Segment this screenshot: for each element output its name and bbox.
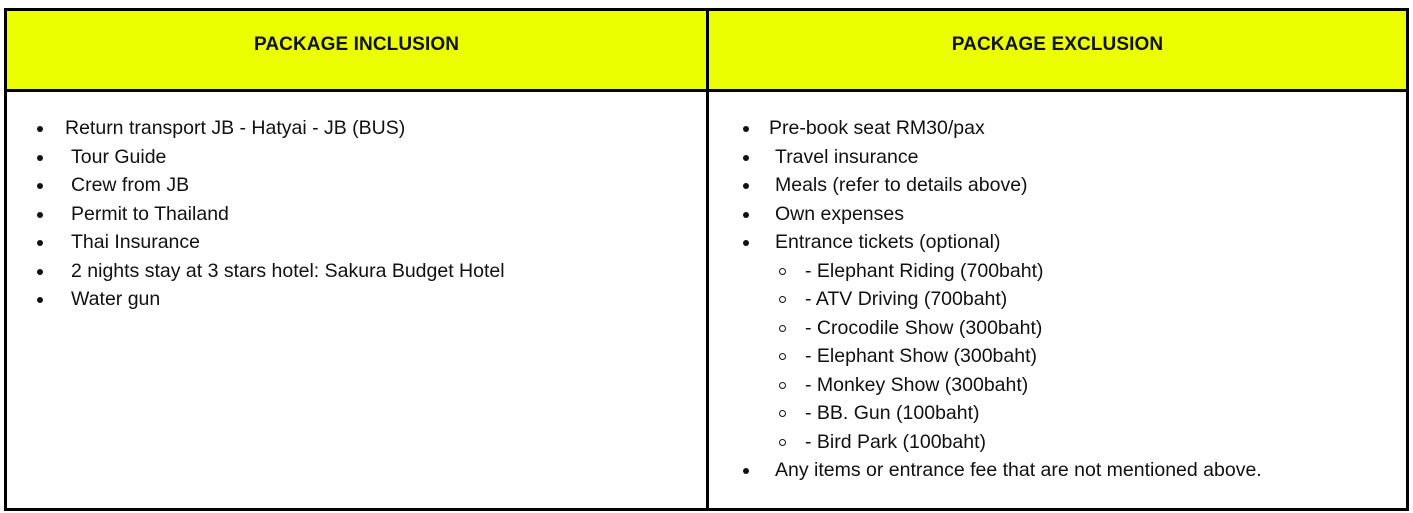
bullet-icon <box>743 183 749 189</box>
hollow-bullet-icon <box>779 382 786 389</box>
sub-list-item: - BB. Gun (100baht) <box>709 399 1406 428</box>
list-item: Crew from JB <box>7 171 706 200</box>
bullet-icon <box>37 126 43 132</box>
hollow-bullet-icon <box>779 410 786 417</box>
bullet-icon <box>37 183 43 189</box>
exclusion-body <box>709 92 1406 508</box>
list-item: Water gun <box>7 285 706 314</box>
bullet-icon <box>743 468 749 474</box>
sub-list-item: - Monkey Show (300baht) <box>709 371 1406 400</box>
list-item: Thai Insurance <box>7 228 706 257</box>
bullet-icon <box>743 212 749 218</box>
list-item: Own expenses <box>709 200 1406 229</box>
exclusion-header <box>709 11 1406 92</box>
list-item: Pre-book seat RM30/pax <box>709 114 1406 143</box>
list-item: 2 nights stay at 3 stars hotel: Sakura Budget Hotel <box>7 257 706 286</box>
inclusion-list <box>7 114 706 314</box>
inclusion-header <box>7 11 709 92</box>
sub-list-item: - ATV Driving (700baht) <box>709 285 1406 314</box>
list-item: Meals (refer to details above) <box>709 171 1406 200</box>
hollow-bullet-icon <box>779 353 786 360</box>
bullet-icon <box>743 126 749 132</box>
sub-list-item: - Bird Park (100baht) <box>709 428 1406 457</box>
bullet-icon <box>37 155 43 161</box>
bullet-icon <box>37 212 43 218</box>
list-item: Tour Guide <box>7 143 706 172</box>
sub-list-item: - Crocodile Show (300baht) <box>709 314 1406 343</box>
exclusion-title: PACKAGE EXCLUSION <box>951 34 1164 55</box>
bullet-icon <box>37 297 43 303</box>
exclusion-list <box>709 114 1406 485</box>
hollow-bullet-icon <box>779 325 786 332</box>
package-table <box>4 8 1409 511</box>
bullet-icon <box>743 240 749 246</box>
list-item: Any items or entrance fee that are not mentioned above. <box>709 456 1406 485</box>
bullet-icon <box>37 240 43 246</box>
hollow-bullet-icon <box>779 296 786 303</box>
sub-list-item: - Elephant Show (300baht) <box>709 342 1406 371</box>
list-item: Return transport JB - Hatyai - JB (BUS) <box>7 114 706 143</box>
hollow-bullet-icon <box>779 439 786 446</box>
list-item: Permit to Thailand <box>7 200 706 229</box>
inclusion-body <box>7 92 709 508</box>
bullet-icon <box>37 269 43 275</box>
hollow-bullet-icon <box>779 268 786 275</box>
list-item: Entrance tickets (optional) <box>709 228 1406 257</box>
list-item: Travel insurance <box>709 143 1406 172</box>
inclusion-title: PACKAGE INCLUSION <box>253 34 460 55</box>
bullet-icon <box>743 155 749 161</box>
sub-list-item: - Elephant Riding (700baht) <box>709 257 1406 286</box>
